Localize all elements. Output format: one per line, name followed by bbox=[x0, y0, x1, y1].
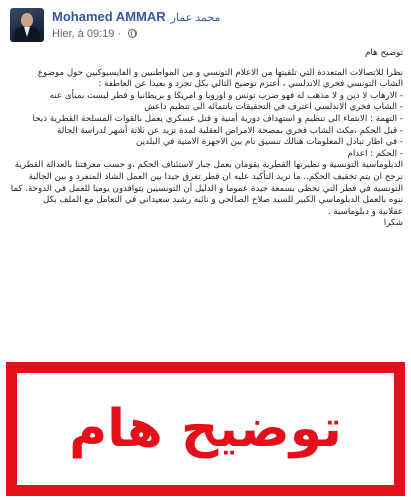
image-headline: توضيح هام bbox=[69, 399, 342, 459]
author-name-latin[interactable]: Mohamed AMMAR bbox=[52, 9, 166, 24]
post-line: - الحكم : اعدام bbox=[347, 148, 403, 159]
post-line: عقلانية و دبلوماسية . bbox=[327, 206, 403, 217]
post-timestamp[interactable]: Hier, à 09:19 bbox=[52, 28, 115, 40]
post-line: الشاب التونسي فخري الاندلسي ، أعتزم توضيح التالي بكل تجرد و بعيدا عن العاطفة : bbox=[98, 79, 403, 90]
post-line: نرجح ان يتم تخفيف الحكم.. ما نريد التأكيد عليه ان قطر تفرق جيدا بين العمل الشاذ المنفرد و بين الجالية bbox=[28, 171, 403, 182]
author-name-arabic[interactable]: محمد عمار bbox=[170, 12, 221, 24]
post-image[interactable] bbox=[6, 362, 405, 496]
post-line: ننوه بالعمل الدبلوماسي الكبير للسيد صلاح الصالحي و نائبه رشيد سعيداني في التعامل مع الملف بكل bbox=[43, 195, 403, 206]
post-line: - في اطار تبادل المعلومات هنالك تنسيق تام بين الاجهزة الامنية في البلدين bbox=[136, 137, 403, 148]
post-title-line: توضيح هام bbox=[365, 48, 403, 58]
globe-icon[interactable] bbox=[128, 29, 137, 38]
post-meta bbox=[52, 28, 137, 40]
post-header bbox=[8, 6, 403, 46]
author-avatar[interactable] bbox=[10, 8, 44, 42]
post-body bbox=[8, 48, 403, 230]
post-line: - قبل الحكم ،مكث الشاب فخري بمصحة الامراض العقلية لمدة تزيد عن ثلاثة أشهر لدراسة الحالة bbox=[56, 125, 403, 136]
author-name[interactable] bbox=[52, 9, 220, 24]
post-line: نظرا للاتصالات المتعددة التي تلقيتها من الاعلام التونسي و من المواطنيين و الفايسبوكيين حول موضوع bbox=[37, 67, 403, 78]
privacy-separator: · bbox=[117, 28, 122, 40]
post-line: الدبلوماسية التونسية و نظيرتها القطرية يقومان بعمل جبار لاستئناف الحكم ،و حسب معرفتنا بالعدالة القطرية bbox=[14, 160, 403, 171]
post-line: شكرا bbox=[383, 218, 403, 229]
post-line: - التهمة : الانتماء الى تنظيم و استهداف دورية أمنية و قتل عسكري يعمل بالقوات المسلحة القطرية ذبحا bbox=[32, 113, 403, 124]
post-line: - الارهاب لا دين و لا مذهب له فهو ضرب تونس و اوروبا و امريكا و بريطانيا و قطر ليست بمنأى عنه bbox=[49, 90, 403, 101]
post-line: - الشاب فخري الاندلسي اعترف في التحقيقات بانتمائه الى تنظيم داعش bbox=[144, 102, 403, 113]
post-line: التونسية في قطر التي تحظى بسمعة جيدة عموما و الدليل أن التونسيين يتوافدون يوميا للعمل في الدوحة. كما bbox=[10, 183, 403, 194]
image-red-frame bbox=[6, 362, 405, 496]
avatar-face bbox=[21, 13, 33, 27]
